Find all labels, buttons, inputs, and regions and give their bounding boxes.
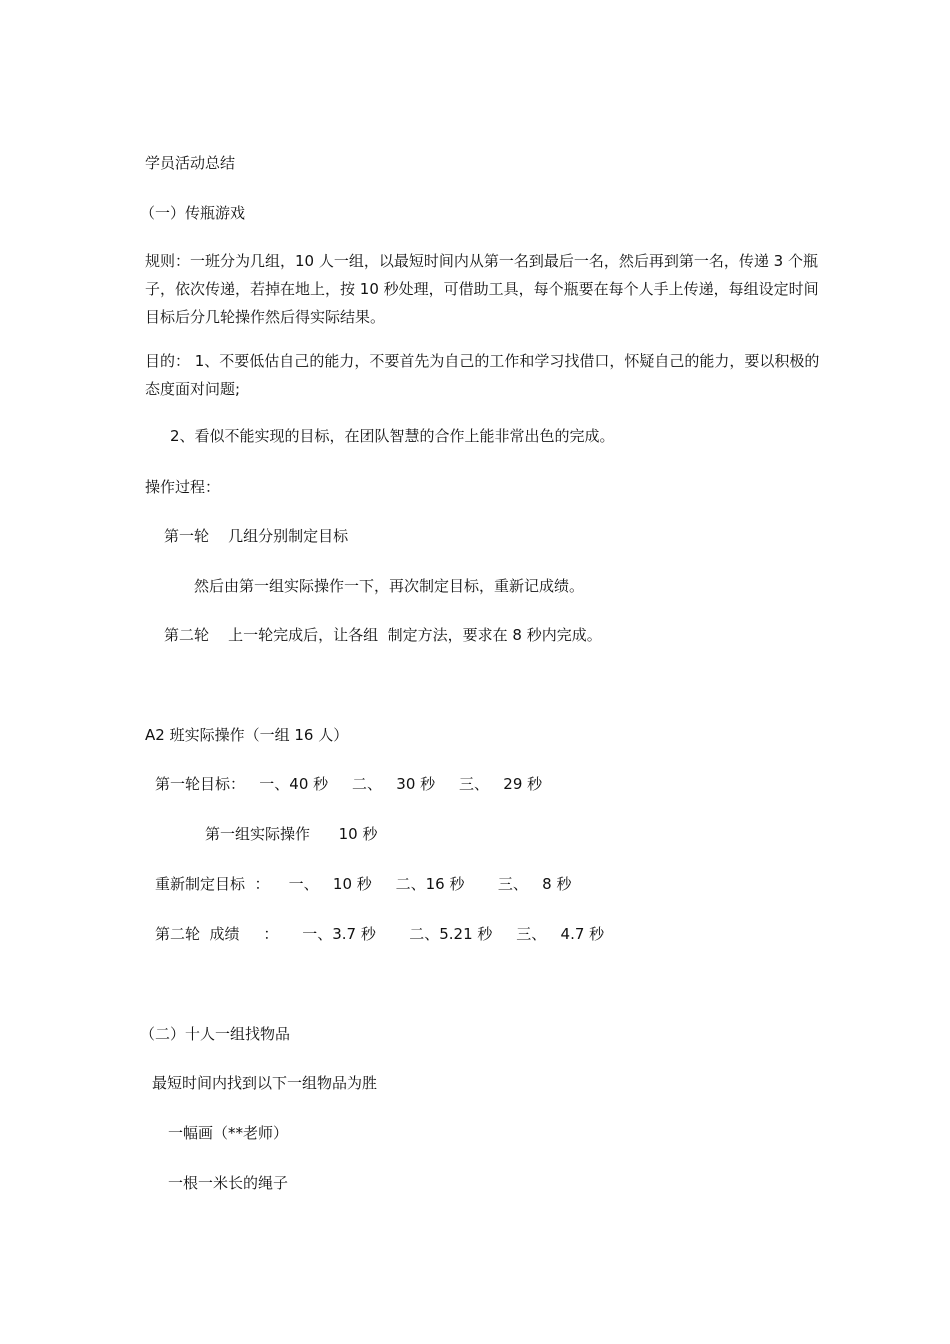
a2-round2-score: 第二轮 成绩 ： 一、3.7 秒 二、5.21 秒 三、 4.7 秒 — [155, 925, 605, 943]
round2-line: 第二轮 上一轮完成后，让各组 制定方法，要求在 8 秒内完成。 — [164, 626, 602, 644]
section2-item-1: 一幅画（**老师） — [168, 1124, 289, 1142]
a2-round1-goal: 第一轮目标： 一、40 秒 二、 30 秒 三、 29 秒 — [155, 775, 543, 793]
section1-purpose-1: 目的： 1、不要低估自己的能力，不要首先为自己的工作和学习找借口，怀疑自己的能力，要以积极的态度面对问题; — [145, 352, 820, 398]
round1-detail: 然后由第一组实际操作一下，再次制定目标，重新记成绩。 — [194, 577, 585, 595]
a2-first-group: 第一组实际操作 10 秒 — [205, 825, 378, 843]
process-label: 操作过程： — [145, 478, 221, 496]
section1-purpose-2: 2、看似不能实现的目标，在团队智慧的合作上能非常出色的完成。 — [170, 427, 615, 445]
section2-intro: 最短时间内找到以下一组物品为胜 — [152, 1074, 378, 1092]
round1-line: 第一轮 几组分别制定目标 — [164, 527, 349, 545]
a2-reset-goal: 重新制定目标 ： 一、 10 秒 二、16 秒 三、 8 秒 — [155, 875, 572, 893]
section1-heading: （一）传瓶游戏 — [140, 204, 246, 222]
section1-rules: 规则：一班分为几组，10 人一组，以最短时间内从第一名到最后一名，然后再到第一名，传递 3 个瓶子，依次传递，若掉在地上，按 10 秒处理，可借助工具，每个瓶要在每个人手上传递，每组设定时间目标后分几轮操作然后得实际结果。 — [145, 252, 819, 326]
section2-heading: （二）十人一组找物品 — [140, 1025, 291, 1043]
document-title: 学员活动总结 — [145, 154, 236, 172]
a2-heading: A2 班实际操作（一组 16 人） — [145, 726, 349, 744]
section2-item-2: 一根一米长的绳子 — [168, 1174, 289, 1192]
